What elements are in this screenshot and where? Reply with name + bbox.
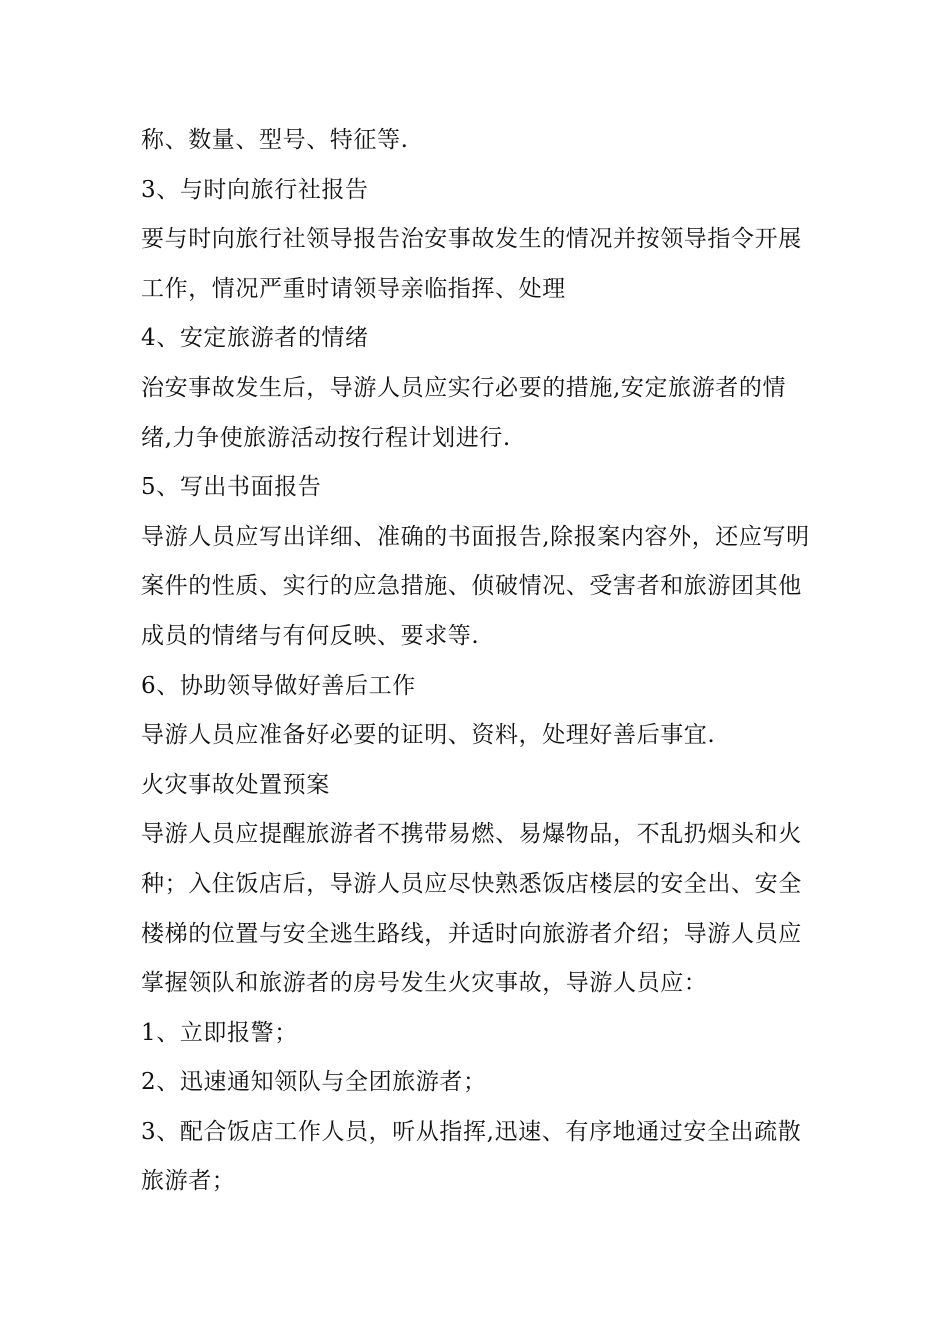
section-heading: 6、协助领导做好善后工作 [141, 672, 416, 699]
text-line: 案件的性质、实行的应急措施、侦破情况、受害者和旅游团其他 [141, 573, 802, 600]
section-heading: 3、与时向旅行社报告 [141, 176, 369, 203]
text-line: 成员的情绪与有何反映、要求等. [141, 622, 480, 649]
text-line: 导游人员应准备好必要的证明、资料，处理好善后事宜. [141, 722, 716, 749]
text-line: 导游人员应写出详细、准确的书面报告,除报案内容外，还应写明 [141, 523, 810, 550]
section-heading: 4、安定旅游者的情绪 [141, 325, 369, 352]
text-line: 楼梯的位置与安全逃生路线，并适时向旅游者介绍；导游人员应 [141, 920, 802, 947]
text-line: 旅游者； [141, 1168, 236, 1195]
text-line: 称、数量、型号、特征等. [141, 127, 409, 153]
text-line: 种；入住饭店后，导游人员应尽快熟悉饭店楼层的安全出、安全 [141, 870, 802, 897]
list-item: 1、立即报警； [141, 1019, 298, 1046]
text-line: 掌握领队和旅游者的房号发生火灾事故，导游人员应： [141, 970, 708, 997]
text-line: 绪,力争使旅游活动按行程计划进行. [141, 424, 511, 451]
text-line: 要与时向旅行社领导报告治安事故发生的情况并按领导指令开展 [141, 226, 802, 253]
text-line: 治安事故发生后，导游人员应实行必要的措施,安定旅游者的情 [141, 374, 787, 401]
text-line: 导游人员应提醒旅游者不携带易燃、易爆物品，不乱扔烟头和火 [141, 821, 802, 848]
list-item: 3、配合饭店工作人员，听从指挥,迅速、有序地通过安全出疏散 [141, 1118, 802, 1145]
list-item: 2、迅速通知领队与全团旅游者； [141, 1069, 487, 1096]
document-body [141, 116, 831, 1207]
section-heading: 5、写出书面报告 [141, 474, 322, 501]
plan-title: 火灾事故处置预案 [141, 771, 330, 798]
text-line: 工作，情况严重时请领导亲临指挥、处理 [141, 275, 566, 302]
